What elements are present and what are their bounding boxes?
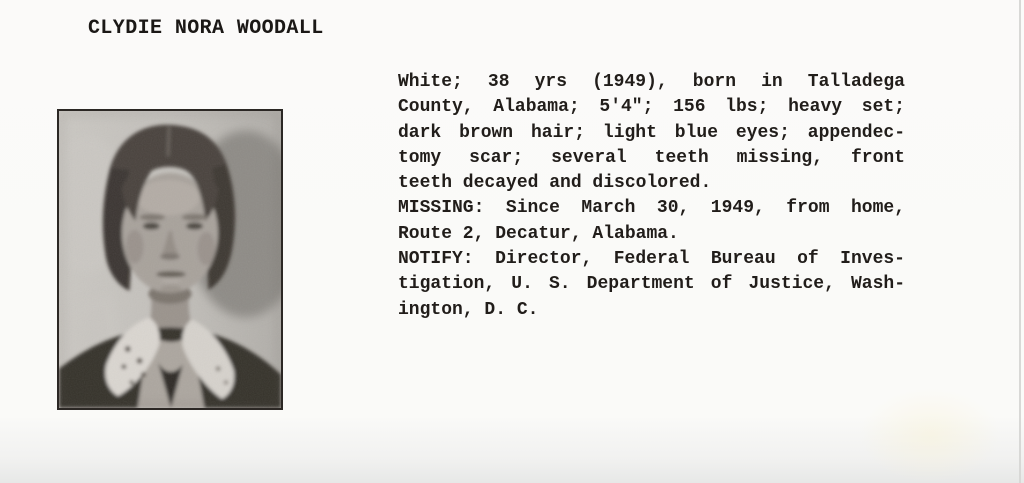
description-line: dark brown hair; light blue eyes; appendec- — [398, 122, 905, 143]
description-line: tigation, U. S. Department of Justice, Wash- — [398, 274, 905, 295]
description-line: ington, D. C. — [398, 299, 539, 320]
description-line: teeth decayed and discolored. — [398, 173, 712, 194]
description-block — [398, 70, 905, 323]
portrait-photo — [57, 109, 283, 410]
description-line: County, Alabama; 5'4"; 156 lbs; heavy set; — [398, 97, 905, 118]
description-line: Route 2, Decatur, Alabama. — [398, 223, 679, 244]
description-line: tomy scar; several teeth missing, front — [398, 147, 905, 168]
page-title: CLYDIE NORA WOODALL — [88, 17, 324, 40]
portrait-photo-illustration — [59, 111, 281, 408]
description-line: NOTIFY: Director, Federal Bureau of Inves- — [398, 249, 905, 270]
description-line: White; 38 yrs (1949), born in Talladega — [398, 72, 905, 92]
scan-discoloration — [860, 388, 1000, 483]
scan-edge-line — [1019, 0, 1021, 483]
description-line: MISSING: Since March 30, 1949, from home, — [398, 198, 905, 219]
